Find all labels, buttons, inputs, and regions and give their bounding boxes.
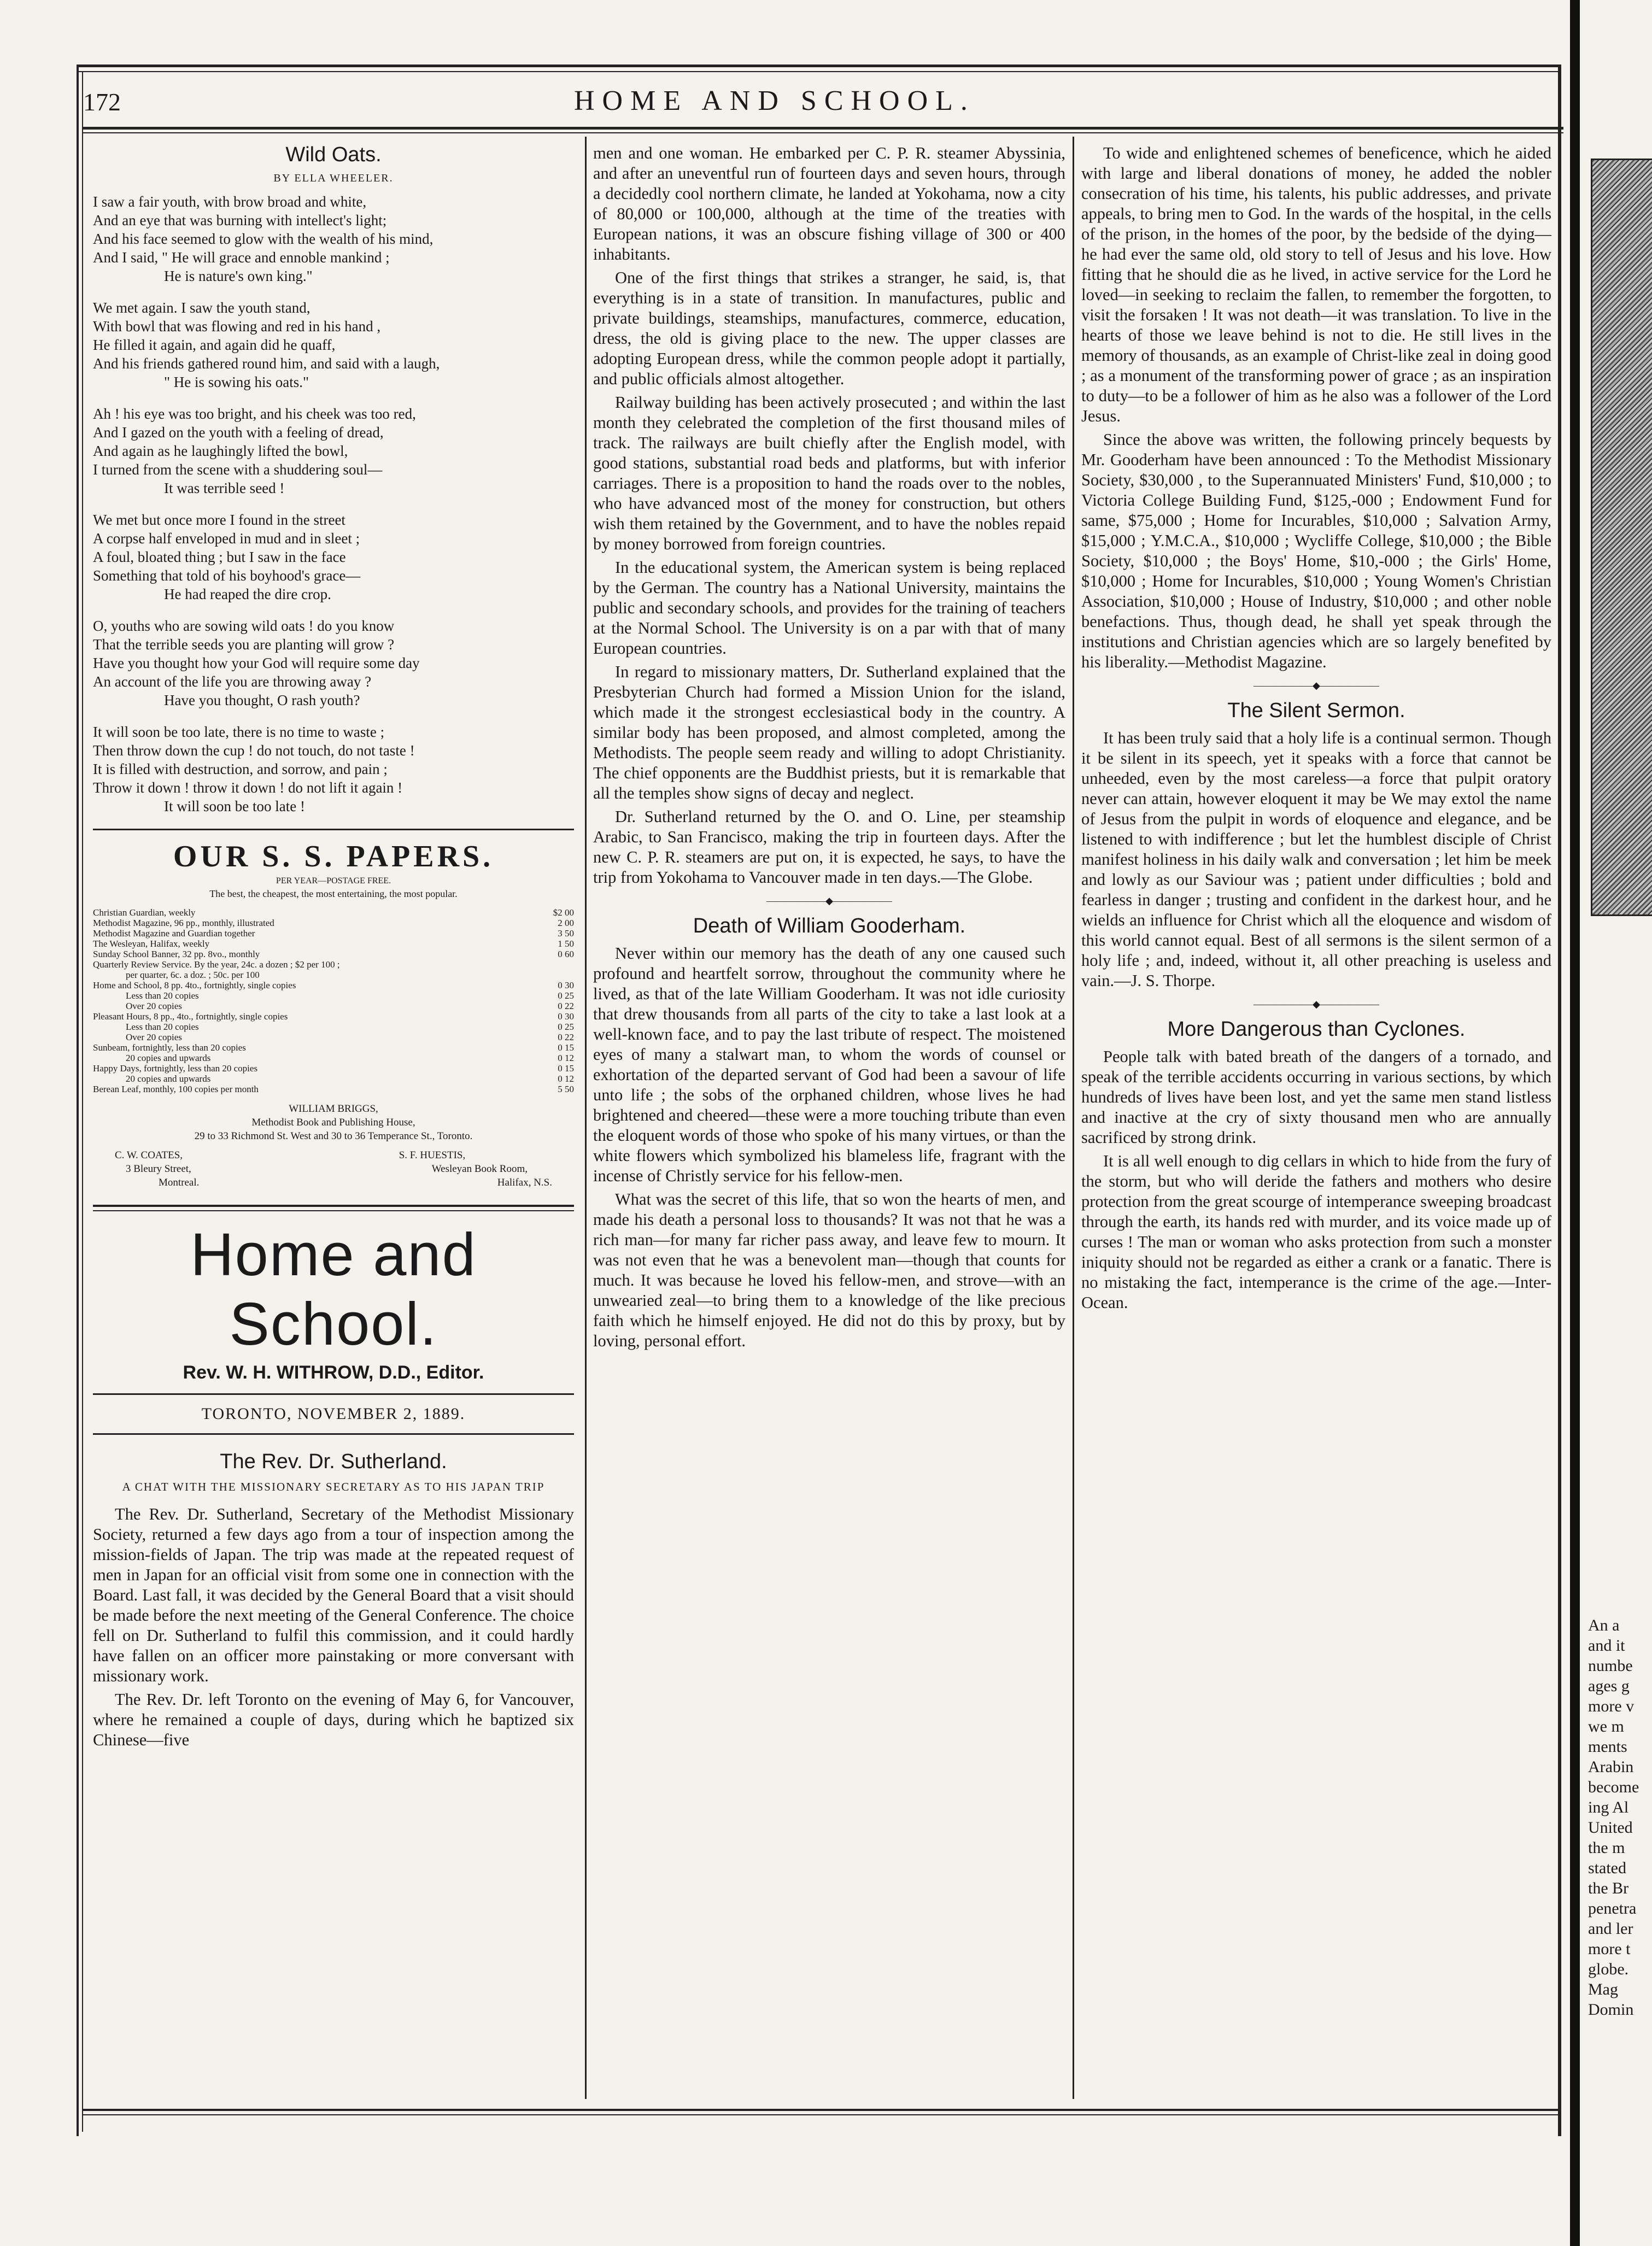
bottom-rule bbox=[82, 2109, 1558, 2111]
price-row bbox=[93, 1063, 574, 1074]
poem-line: I saw a fair youth, with brow broad and white, bbox=[93, 193, 367, 210]
poem-stanza bbox=[93, 511, 574, 603]
poem-line: It will soon be too late ! bbox=[164, 798, 305, 814]
ss-papers-title: OUR S. S. PAPERS. bbox=[173, 840, 494, 873]
poem-line: Ah ! his eye was too bright, and his cheek was too red, bbox=[93, 406, 416, 422]
poem-title: Wild Oats. bbox=[285, 143, 382, 166]
poem-line: " He is sowing his oats." bbox=[164, 374, 309, 390]
price-row bbox=[93, 1001, 574, 1011]
poem-line: O, youths who are sowing wild oats ! do you know bbox=[93, 618, 395, 634]
price-item-name: 20 copies and upwards bbox=[126, 1053, 211, 1063]
ornament-divider: ——————◆—————— bbox=[1253, 680, 1379, 691]
price-item-name: Berean Leaf, monthly, 100 copies per month bbox=[93, 1084, 259, 1094]
paragraph: Since the above was written, the following princely bequests by Mr. Gooderham have been announced : To the Methodist Missionary Society, $30,000 , to the Superannuated Ministers' Fund, $10,000 ; to Victoria College Building Fund, $125,-000 ; Endowment Fund for same, $75,000 ; Home for Incurables, $10,000 ; Salvation Army, $15,000 ; Y.M.C.A., $10,000 ; Wycliffe College, $10,000 ; the Bible Society, $10,000 ; the Boys' Home, $10,-000 ; the Girls' Home, $10,000 ; Home for Incurables, $10,000 ; Young Women's Christian Association, $10,000 ; House of Industry, $10,000 ; and other noble benefactions. Thus, though dead, he shall yet speak through the institutions and Christian agencies which are so largely benefited by his liberality.—Methodist Magazine. bbox=[1081, 430, 1551, 671]
price-item-price: 0 22 bbox=[558, 1001, 574, 1011]
adjacent-page-illustration bbox=[1591, 159, 1652, 916]
fragment-line: stated bbox=[1588, 1859, 1626, 1877]
poem-line: That the terrible seeds you are planting will grow ? bbox=[93, 636, 395, 653]
poem-line: A foul, bloated thing ; but I saw in the face bbox=[93, 549, 346, 565]
poem-line: We met again. I saw the youth stand, bbox=[93, 300, 311, 316]
publisher-address: 29 to 33 Richmond St. West and 30 to 36 Temperance St., Toronto. bbox=[194, 1130, 473, 1142]
price-item-price: 0 25 bbox=[558, 990, 574, 1001]
price-item-name: 20 copies and upwards bbox=[126, 1074, 211, 1084]
price-item-price: 2 00 bbox=[558, 918, 574, 928]
price-item-price bbox=[541, 959, 574, 970]
price-item-name: The Wesleyan, Halifax, weekly bbox=[93, 939, 210, 949]
bottom-rule-thin bbox=[82, 2114, 1558, 2115]
fragment-line: and ler bbox=[1588, 1920, 1633, 1938]
column-divider-2 bbox=[1073, 137, 1074, 2099]
price-item-price bbox=[541, 970, 574, 980]
price-item-price: 0 30 bbox=[558, 1011, 574, 1022]
fragment-line: more v bbox=[1588, 1697, 1635, 1715]
agent-left-name: C. W. COATES, bbox=[115, 1150, 183, 1161]
price-item-price: 1 50 bbox=[558, 939, 574, 949]
column-3 bbox=[1081, 143, 1551, 2100]
price-item-price: 0 25 bbox=[558, 1022, 574, 1032]
price-row bbox=[93, 949, 574, 959]
column-divider-1 bbox=[585, 137, 587, 2099]
price-item-price: 0 22 bbox=[558, 1032, 574, 1042]
silent-sermon-body bbox=[1081, 728, 1551, 991]
price-item-name: Over 20 copies bbox=[126, 1032, 182, 1042]
poem-line: And I gazed on the youth with a feeling of dread, bbox=[93, 424, 384, 441]
agent-right-street: Wesleyan Book Room, bbox=[431, 1163, 528, 1175]
paragraph: Railway building has been actively prosecuted ; and within the last month they celebrated the completion of the first thousand miles of track. The railways are built chiefly after the English model, with good stations, substantial road beds and platforms, but with inferior carriages. There is a proposition to hand the roads over to the nobles, who have advanced most of the money for construction, but others wish them retained by the Government, and to have the nobles repaid by money borrowed from foreign countries. bbox=[593, 393, 1065, 553]
price-item-name: per quarter, 6c. a doz. ; 50c. per 100 bbox=[126, 970, 260, 980]
price-item-name: Over 20 copies bbox=[126, 1001, 182, 1011]
poem-wild-oats bbox=[93, 143, 574, 816]
price-row bbox=[93, 1011, 574, 1022]
price-row bbox=[93, 928, 574, 939]
price-row bbox=[93, 980, 574, 990]
paragraph: The Rev. Dr. Sutherland, Secretary of the Methodist Missionary Society, returned a few days ago from a tour of inspection among the mission-fields of Japan. The trip was made at the repeated request of men in Japan for an official visit from some one in connection with the Board. Last fall, it was decided by the General Board that a visit should be made before the next meeting of the General Conference. The choice fell on Dr. Sutherland to fulfil this commission, and it could hardly have fallen on an officer more painstaking or more conversant with missionary work. bbox=[93, 1505, 574, 1685]
fragment-line: the Br bbox=[1588, 1879, 1629, 1897]
fragment-line: United bbox=[1588, 1819, 1633, 1837]
fragment-line: become bbox=[1588, 1778, 1639, 1796]
cyclones-title: More Dangerous than Cyclones. bbox=[1167, 1018, 1466, 1041]
poem-line: Have you thought how your God will require some day bbox=[93, 655, 420, 671]
poem-line: Throw it down ! throw it down ! do not lift it again ! bbox=[93, 779, 403, 796]
fragment-line: globe. bbox=[1588, 1960, 1629, 1978]
agent-right-city: Halifax, N.S. bbox=[497, 1177, 552, 1188]
price-list bbox=[93, 907, 574, 1094]
divider bbox=[93, 1205, 574, 1207]
agent-montreal bbox=[93, 1148, 199, 1189]
ornament-divider: ——————◆—————— bbox=[1253, 999, 1379, 1010]
right-border bbox=[1558, 64, 1561, 2136]
paragraph: The Rev. Dr. left Toronto on the evening of May 6, for Vancouver, where he remained a couple of days, during which he baptized six Chinese—five bbox=[93, 1690, 574, 1749]
paragraph: What was the secret of this life, that so won the hearts of men, and made his death a personal loss to thousands? It was not that he was a rich man—for many far richer pass away, and leave few to mourn. It was not even that he was a benevolent man—though that counts for much. It was because he loved his fellow-men, and strove—with an unwearied zeal—to bring them to a knowledge of the like precious faith which he himself enjoyed. He did not do this by proxy, but by loving, personal effort. bbox=[593, 1190, 1065, 1350]
paragraph: It is all well enough to dig cellars in which to hide from the fury of the storm, but who will deride the fathers and mothers who desire protection from the great scourge of intemperance sweeping broadcast through the earth, its hands red with murder, and its voice made up of curses ! The man or woman who asks protection from such a monster iniquity should not be regarded as either a crank or a fanatic. There is no mistaking the fact, intemperance is the crime of the age.—Inter-Ocean. bbox=[1081, 1152, 1551, 1312]
fragment-line: ments bbox=[1588, 1738, 1627, 1756]
price-item-name: Home and School, 8 pp. 4to., fortnightly, single copies bbox=[93, 980, 296, 990]
ss-papers-tagline: The best, the cheapest, the most entertaining, the most popular. bbox=[209, 888, 458, 899]
top-border bbox=[77, 64, 1561, 67]
fragment-line: ing Al bbox=[1588, 1798, 1629, 1816]
ss-papers-subtitle: PER YEAR—POSTAGE FREE. bbox=[276, 876, 391, 886]
price-item-price: 0 12 bbox=[558, 1074, 574, 1084]
sutherland-col1 bbox=[93, 1504, 574, 1750]
paragraph: To wide and enlightened schemes of beneficence, which he aided with large and liberal donations of money, he added the nobler consecration of his time, his talents, his public addresses, and private appeals, to bring men to God. In the wards of the hospital, in the cells of the prison, in the homes of the poor, by the bedside of the dying—he had ever the same old, old story to tell of Jesus and his love. How fitting that he should die as he lived, in active service for the Lord he loved—in seeking to reclaim the fallen, to remember the forgotten, to visit the forsaken ! It was not death—it was translation. To live in the hearts of those we leave behind is not to die. He still lives in the memory of thousands, as an example of Christ-like zeal in doing good ; as a monument of the transforming power of grace ; as an inspiration to duty—to be a follower of him as he also was a follower of the Lord Jesus. bbox=[1081, 144, 1551, 425]
poem-line: He had reaped the dire crop. bbox=[164, 586, 331, 602]
poem-line: And his face seemed to glow with the wealth of his mind, bbox=[93, 231, 433, 247]
price-item-name: Methodist Magazine and Guardian together bbox=[93, 928, 255, 939]
price-item-name: Sunday School Banner, 32 pp. 8vo., monthly bbox=[93, 949, 260, 959]
poem-byline: BY ELLA WHEELER. bbox=[273, 172, 394, 184]
gooderham-body bbox=[593, 943, 1065, 1351]
poem-stanza bbox=[93, 617, 574, 709]
price-row bbox=[93, 918, 574, 928]
column-2 bbox=[593, 143, 1065, 2100]
divider bbox=[93, 1210, 574, 1211]
fragment-line: Domin bbox=[1588, 2001, 1634, 2019]
agent-left-city: Montreal. bbox=[159, 1177, 200, 1188]
gooderham-continued bbox=[1081, 143, 1551, 672]
price-item-name: Less than 20 copies bbox=[126, 990, 199, 1001]
paragraph: One of the first things that strikes a stranger, he said, is, that everything is in a state of transition. In manufactures, public and private buildings, steamships, manufactures, commerce, education, dress, the old is giving place to the new. The upper classes are adopting European dress, while the common people adopt it partially, and public officials almost altogether. bbox=[593, 268, 1065, 388]
cyclones-body bbox=[1081, 1047, 1551, 1313]
paragraph: In regard to missionary matters, Dr. Sutherland explained that the Presbyterian Church had formed a Mission Union for the island, which made it the strongest ecclesiastical body in the country. A similar body has been proposed, and almost completed, among the Methodists. The people seem ready and willing to adopt Christianity. The chief opponents are the Buddhist priests, but it is remarkable that all the temples show signs of decay and neglect. bbox=[593, 662, 1065, 802]
price-row bbox=[93, 990, 574, 1001]
paragraph: People talk with bated breath of the dangers of a tornado, and speak of the terrible accidents occurring in various sections, by which hundreds of lives have been lost, and yet the same men stand listless and inactive at the cry of sixty thousand men who are annually sacrificed by strong drink. bbox=[1081, 1047, 1551, 1147]
poem-line: Something that told of his boyhood's grace— bbox=[93, 567, 361, 584]
poem-line: An account of the life you are throwing away ? bbox=[93, 673, 372, 690]
price-row bbox=[93, 1053, 574, 1063]
adjacent-page-gutter bbox=[1570, 0, 1580, 2246]
divider bbox=[93, 1433, 574, 1435]
price-row bbox=[93, 959, 574, 970]
paragraph: In the educational system, the American system is being replaced by the German. The country has a National University, maintains the public and secondary schools, and provides for the training of teachers at the Normal School. The University is on a par with that of many European countries. bbox=[593, 558, 1065, 658]
price-item-price: 0 12 bbox=[558, 1053, 574, 1063]
publisher-name: WILLIAM BRIGGS, bbox=[289, 1103, 378, 1115]
price-row bbox=[93, 939, 574, 949]
price-row bbox=[93, 907, 574, 918]
price-item-name: Sunbeam, fortnightly, less than 20 copies bbox=[93, 1042, 246, 1053]
poem-line: A corpse half enveloped in mud and in sleet ; bbox=[93, 530, 360, 547]
price-row bbox=[93, 1042, 574, 1053]
fragment-line: the m bbox=[1588, 1839, 1625, 1857]
paragraph: It has been truly said that a holy life is a continual sermon. Though it be silent in its speech, yet it speaks with a force that cannot be unheeded, even by the most careless—a force that pulpit oratory never can attain, however eloquent it may be We may extol the name of Jesus from the pulpit in words of eloquence and elegance, and be listened to with indifference ; but let the humblest disciple of Christ manifest holiness in his daily walk and conversation ; let him be meek and lowly as our Saviour was ; patient under difficulties ; bold and fearless in danger ; trusting and confident in the darkest hour, and he wields an influence for Christ which all the eloquence and wisdom of this world cannot equal. Best of all sermons is the silent sermon of a holy life ; and, indeed, without it, all other preaching is useless and vain.—J. S. Thorpe. bbox=[1081, 729, 1551, 990]
page-number: 172 bbox=[83, 88, 121, 116]
poem-line: Have you thought, O rash youth? bbox=[164, 692, 360, 708]
price-row bbox=[93, 1074, 574, 1084]
poem-line: He filled it again, and again did he quaff, bbox=[93, 337, 336, 353]
price-row bbox=[93, 970, 574, 980]
agent-left-street: 3 Bleury Street, bbox=[126, 1163, 191, 1175]
poem-stanza bbox=[93, 723, 574, 816]
poem-line: It is filled with destruction, and sorrow, and pain ; bbox=[93, 761, 388, 777]
divider bbox=[93, 829, 574, 830]
price-item-name: Pleasant Hours, 8 pp., 4to., fortnightly, single copies bbox=[93, 1011, 288, 1022]
poem-line: It was terrible seed ! bbox=[164, 480, 285, 496]
divider bbox=[93, 1393, 574, 1395]
poem-stanza bbox=[93, 298, 574, 391]
poem-line: And his friends gathered round him, and said with a laugh, bbox=[93, 355, 440, 372]
publisher-house: Methodist Book and Publishing House, bbox=[251, 1117, 415, 1128]
publisher-info bbox=[93, 1102, 574, 1189]
fragment-line: numbe bbox=[1588, 1657, 1633, 1675]
masthead-title: Home and School. bbox=[190, 1221, 477, 1358]
header-rule-thin bbox=[82, 132, 1563, 133]
price-item-name: Less than 20 copies bbox=[126, 1022, 199, 1032]
price-row bbox=[93, 1022, 574, 1032]
price-item-name: Happy Days, fortnightly, less than 20 copies bbox=[93, 1063, 258, 1074]
price-item-price: 0 15 bbox=[558, 1063, 574, 1074]
fragment-line: penetra bbox=[1588, 1899, 1637, 1917]
poem-line: With bowl that was flowing and red in his hand , bbox=[93, 318, 381, 335]
fragment-line: Arabin bbox=[1588, 1758, 1634, 1776]
price-item-price: 5 50 bbox=[558, 1084, 574, 1094]
fragment-line: An a bbox=[1588, 1616, 1620, 1634]
top-border-thin bbox=[77, 71, 1561, 72]
poem-line: I turned from the scene with a shuddering soul— bbox=[93, 461, 383, 478]
price-item-price: 3 50 bbox=[558, 928, 574, 939]
poem-line: And an eye that was burning with intellect's light; bbox=[93, 212, 387, 228]
poem-line: We met but once more I found in the street bbox=[93, 512, 345, 528]
price-row bbox=[93, 1084, 574, 1094]
masthead-dateline: TORONTO, NOVEMBER 2, 1889. bbox=[201, 1405, 466, 1423]
ornament-divider: ——————◆—————— bbox=[766, 895, 892, 906]
ss-papers-ad bbox=[93, 839, 574, 1189]
running-title: HOME AND SCHOOL. bbox=[574, 85, 975, 116]
price-item-name: Quarterly Review Service. By the year, 24c. a dozen ; $2 per 100 ; bbox=[93, 959, 340, 970]
agent-right-name: S. F. HUESTIS, bbox=[399, 1150, 466, 1161]
silent-sermon-title: The Silent Sermon. bbox=[1227, 699, 1405, 722]
price-item-price: $2 00 bbox=[553, 907, 574, 918]
poem-line: It will soon be too late, there is no time to waste ; bbox=[93, 724, 385, 740]
fragment-line: and it bbox=[1588, 1637, 1625, 1655]
poem-body bbox=[93, 192, 574, 816]
agents bbox=[93, 1148, 574, 1189]
fragment-line: more t bbox=[1588, 1940, 1631, 1958]
price-item-price: 0 15 bbox=[558, 1042, 574, 1053]
price-item-price: 0 60 bbox=[558, 949, 574, 959]
paragraph: men and one woman. He embarked per C. P. R. steamer Abyssinia, and after an uneventful run of fourteen days and seven hours, through a decidedly cool northern climate, he landed at Yokohama, now a city of 80,000 or 100,000, although at the time of the treaties with European nations, it was an obscure fishing village of 300 or 400 inhabitants. bbox=[593, 144, 1065, 263]
price-item-name: Christian Guardian, weekly bbox=[93, 907, 196, 918]
column-1 bbox=[93, 143, 574, 2100]
poem-line: He is nature's own king." bbox=[164, 268, 313, 284]
gooderham-title: Death of William Gooderham. bbox=[693, 914, 966, 937]
fragment-line: ages g bbox=[1588, 1677, 1630, 1695]
sutherland-col2 bbox=[593, 143, 1065, 888]
masthead-editor: Rev. W. H. WITHROW, D.D., Editor. bbox=[183, 1362, 484, 1383]
price-row bbox=[93, 1032, 574, 1042]
price-item-price: 0 30 bbox=[558, 980, 574, 990]
left-border-inner bbox=[82, 71, 83, 2132]
paragraph: Dr. Sutherland returned by the O. and O. Line, per steamship Arabic, to San Francisco, making the trip in fourteen days. After the new C. P. R. steamers are put on, it is expected, he says, to have the trip from Yokohama to Vancouver made in ten days.—The Globe. bbox=[593, 807, 1065, 887]
left-border bbox=[77, 64, 79, 2136]
poem-line: And again as he laughingly lifted the bowl, bbox=[93, 443, 348, 459]
sutherland-subtitle: A CHAT WITH THE MISSIONARY SECRETARY AS TO HIS JAPAN TRIP bbox=[122, 1480, 545, 1493]
sutherland-title: The Rev. Dr. Sutherland. bbox=[220, 1450, 447, 1473]
poem-stanza bbox=[93, 404, 574, 497]
fragment-line: we m bbox=[1588, 1717, 1624, 1735]
header-rule bbox=[82, 127, 1563, 130]
poem-line: And I said, " He will grace and ennoble mankind ; bbox=[93, 249, 390, 266]
agent-halifax bbox=[399, 1148, 574, 1189]
adjacent-page-text bbox=[1588, 1615, 1652, 2020]
fragment-line: Mag bbox=[1588, 1980, 1618, 1998]
poem-stanza bbox=[93, 192, 574, 285]
poem-line: Then throw down the cup ! do not touch, do not taste ! bbox=[93, 742, 415, 759]
paragraph: Never within our memory has the death of any one caused such profound and heartfelt sorrow, throughout the community where he lived, as that of the late William Gooderham. It was not idle curiosity that drew thousands from all parts of the city to take a last look at a well-known face, and to pay the last tribute of respect. The moistened eyes of many a stalwart man, to whom the words of counsel or exhortation of the departed servant of God had been a savour of life unto life ; the sobs of the orphaned children, whose lives he had brightened and cheered—these were a more touching tribute than even the eloquent words of those who spoke of his many virtues, or than the white flowers which symbolized his blameless life, fragrant with the incense of Christly service for his fellow-men. bbox=[593, 944, 1065, 1185]
price-item-name: Methodist Magazine, 96 pp., monthly, illustrated bbox=[93, 918, 274, 928]
